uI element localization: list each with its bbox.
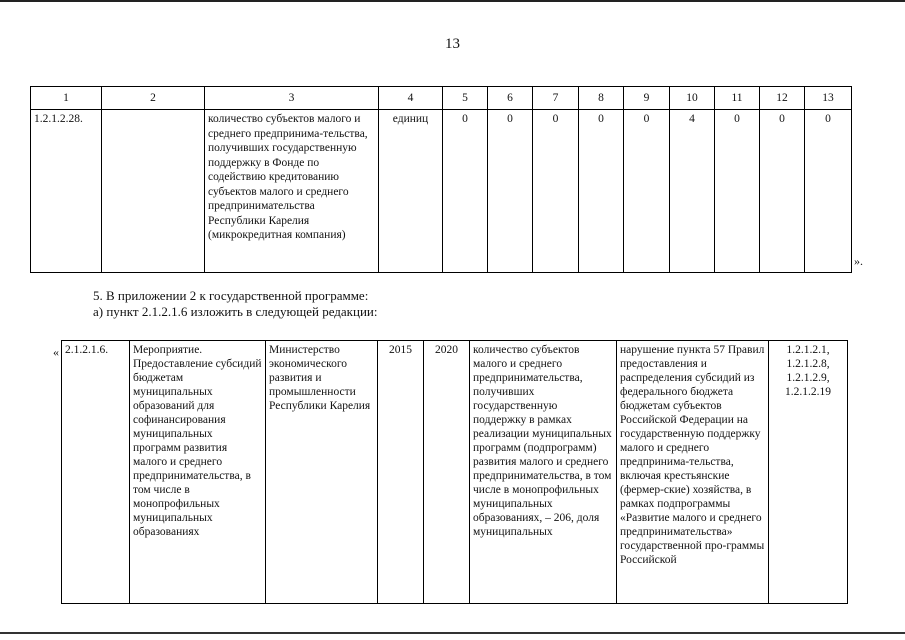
measure-consequence: нарушение пункта 57 Правил предоставления и распределения субсидий из федерального бюджета бюджетам субъектов Российской Федерации на государственную поддержку малого и среднего предпринима-тельства, включая крестьянские (фермер-ские) хозяйства, в рамках подпрограммы «Развитие малого и среднего предпринимательства» государственной про-граммы Российской [617, 341, 769, 604]
header-cell: 9 [624, 87, 670, 110]
indicator-value: 0 [715, 110, 760, 273]
paragraph-appendix-2: 5. В приложении 2 к государственной программе: [93, 288, 369, 303]
header-cell: 12 [760, 87, 805, 110]
measure-name: Мероприятие. Предоставление субсидий бюджетам муниципальных образований для софинансирования муниципальных программ развития малого и среднего предпринимательства, в том числе в монопрофильных муниципальных образованиях [130, 341, 266, 604]
table-header-row [31, 87, 852, 110]
header-cell: 10 [670, 87, 715, 110]
opening-quote-mark: « [53, 345, 59, 359]
measure-links: 1.2.1.2.1, 1.2.1.2.8, 1.2.1.2.9, 1.2.1.2.19 [769, 341, 848, 604]
header-cell: 2 [102, 87, 205, 110]
measure-expected-result: количество субъектов малого и среднего предпринимательства, получивших государственную поддержку в рамках реализации муниципальных программ (подпрограмм) развития малого и среднего предпринимательства, в том числе в монопрофильных муниципальных образованиях, – 206, доля муниципальных [470, 341, 617, 604]
paragraph-item-change: а) пункт 2.1.2.1.6 изложить в следующей редакции: [93, 304, 378, 319]
indicator-code: 1.2.1.2.28. [31, 110, 102, 273]
closing-quote-mark: ». [854, 254, 863, 268]
header-cell: 7 [533, 87, 579, 110]
measure-start-year: 2015 [378, 341, 424, 604]
indicator-value: 0 [533, 110, 579, 273]
header-cell: 8 [579, 87, 624, 110]
indicator-value: 0 [443, 110, 488, 273]
measures-table [61, 340, 848, 604]
indicator-unit: единиц [379, 110, 443, 273]
indicator-value: 0 [760, 110, 805, 273]
header-cell: 5 [443, 87, 488, 110]
measure-end-year: 2020 [424, 341, 470, 604]
header-cell: 4 [379, 87, 443, 110]
header-cell: 3 [205, 87, 379, 110]
header-cell: 13 [805, 87, 852, 110]
indicator-value: 0 [624, 110, 670, 273]
top-rule [0, 0, 905, 2]
indicator-col2 [102, 110, 205, 273]
measure-executor: Министерство экономического развития и промышленности Республики Карелия [266, 341, 378, 604]
page-number: 13 [445, 36, 460, 52]
indicator-value: 4 [670, 110, 715, 273]
bottom-rule [0, 632, 905, 634]
indicator-value: 0 [488, 110, 533, 273]
header-cell: 6 [488, 87, 533, 110]
indicators-table [30, 86, 852, 273]
indicator-description: количество субъектов малого и среднего предпринима-тельства, получивших государственную поддержку в Фонде по содействию кредитованию субъектов малого и среднего предпринимательства Республики Карелия (микрокредитная компания) [205, 110, 379, 273]
header-cell: 11 [715, 87, 760, 110]
table-row [62, 341, 848, 604]
table-row [31, 110, 852, 273]
indicator-value: 0 [579, 110, 624, 273]
measure-code: 2.1.2.1.6. [62, 341, 130, 604]
header-cell: 1 [31, 87, 102, 110]
indicator-value: 0 [805, 110, 852, 273]
